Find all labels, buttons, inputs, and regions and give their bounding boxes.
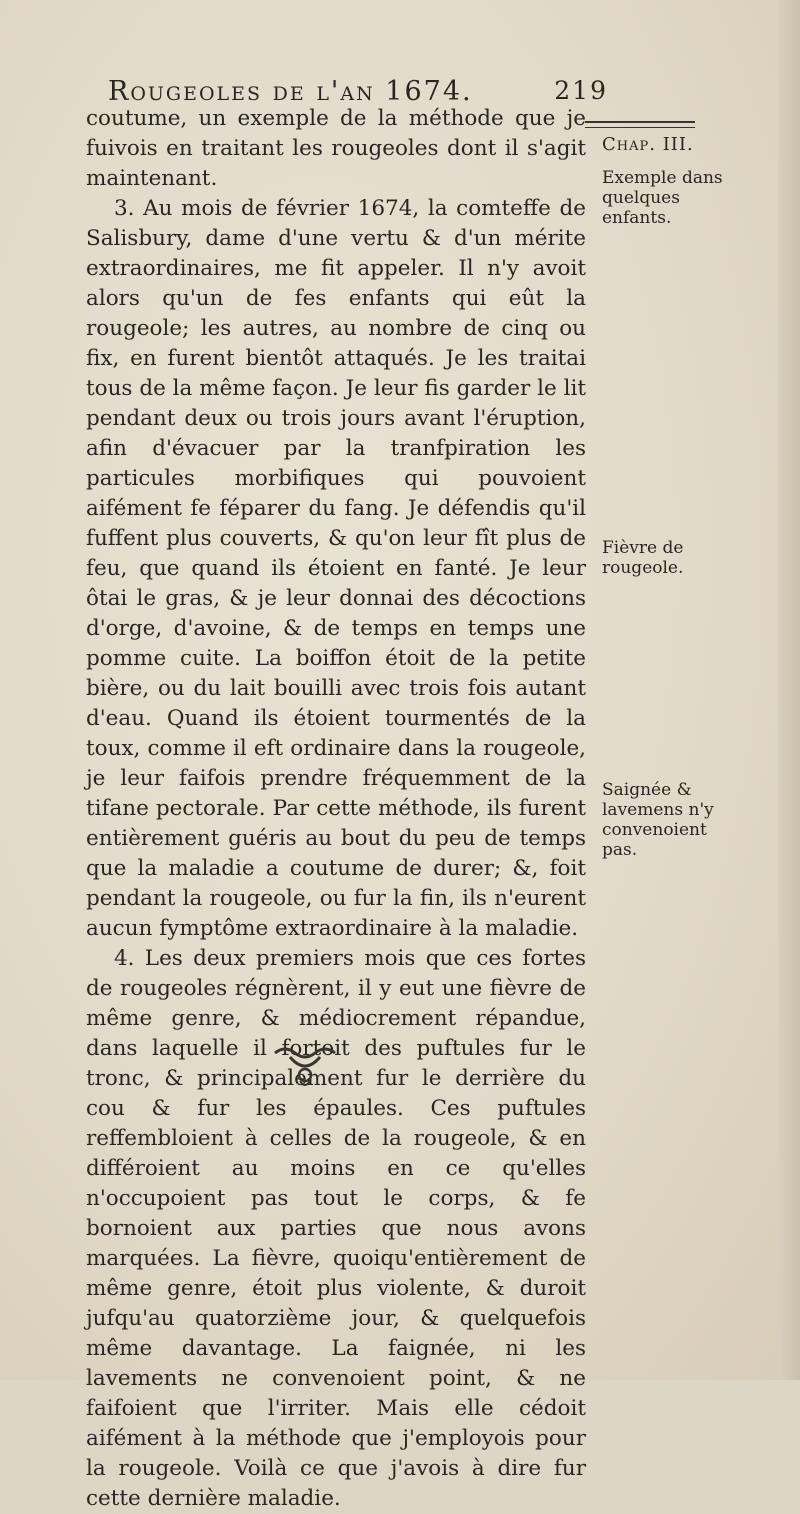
fleuron-ornament-icon — [270, 1045, 340, 1091]
chapter-label: Chap. III. — [602, 134, 694, 155]
margin-note-fievre: Fièvre de rougeole. — [602, 538, 684, 578]
page-edge — [778, 0, 800, 1380]
margin-note-saignee: Saignée & lavemens n'y convenoient pas. — [602, 780, 714, 860]
margin-note-exemple: Exemple dans quelques enfants. — [602, 168, 723, 228]
paragraph-3: 3. Au mois de février 1674, la comteffe de Salisbury, dame d'une vertu & d'un mérite extraordinaires, me fit appeler. Il n'y avoit alors qu'un de fes enfants qui eût la rougeole; les autres, au nombre de cinq ou fix, en furent bientôt attaqués. Je les traitai tous de la même façon. Je leur fis garder le lit pendant deux ou trois jours avant l'éruption, afin d'évacuer par la tranfpiration les particules morbifiques qui pouvoient aifément fe féparer du fang. Je défendis qu'il fuffent plus couverts, & qu'on leur fît plus de feu, que quand ils étoient en fanté. Je leur ôtai le gras, & je leur donnai des décoctions d'orge, d'avoine, & de temps en temps une pomme cuite. La boiffon étoit de la petite bière, ou du lait bouilli avec trois fois autant d'eau. Quand ils étoient tourmentés de la toux, comme il eft ordinaire dans la rougeole, je leur faifois prendre fréquemment de la tifane pectorale. Par cette méthode, ils furent entièrement guéris au bout du peu de temps que la maladie a coutume de durer; &, foit pendant la rougeole, ou fur la fin, ils n'eurent aucun fymptôme extraordinaire à la maladie. — [86, 196, 586, 941]
paragraph-continuation: coutume, un exemple de la méthode que je fuivois en traitant les rougeoles dont il s'agit maintenant. — [86, 106, 586, 191]
page-number: 219 — [554, 76, 608, 105]
main-text — [86, 104, 586, 1514]
header-rule — [585, 121, 695, 123]
header-rule-thin — [585, 127, 695, 128]
paragraph-4: 4. Les deux premiers mois que ces fortes de rougeoles régnèrent, il y eut une fièvre de même genre, & médiocrement répandue, dans laquelle il fortoit des puftules fur le tronc, & principalement fur le derrière du cou & fur les épaules. Ces puftules reffembloient à celles de la rougeole, & en différoient au moins en ce qu'elles n'occupoient pas tout le corps, & fe bornoient aux parties que nous avons marquées. La fièvre, quoiqu'entièrement de même genre, étoit plus violente, & duroit jufqu'au quatorzième jour, & quelquefois même davantage. La faignée, ni les lavements ne convenoient point, & ne faifoient que l'irriter. Mais elle cédoit aifément à la méthode que j'employois pour la rougeole. Voilà ce que j'avois à dire fur cette dernière maladie. — [86, 946, 586, 1511]
running-title: Rougeoles de l'an 1674. — [108, 76, 473, 107]
